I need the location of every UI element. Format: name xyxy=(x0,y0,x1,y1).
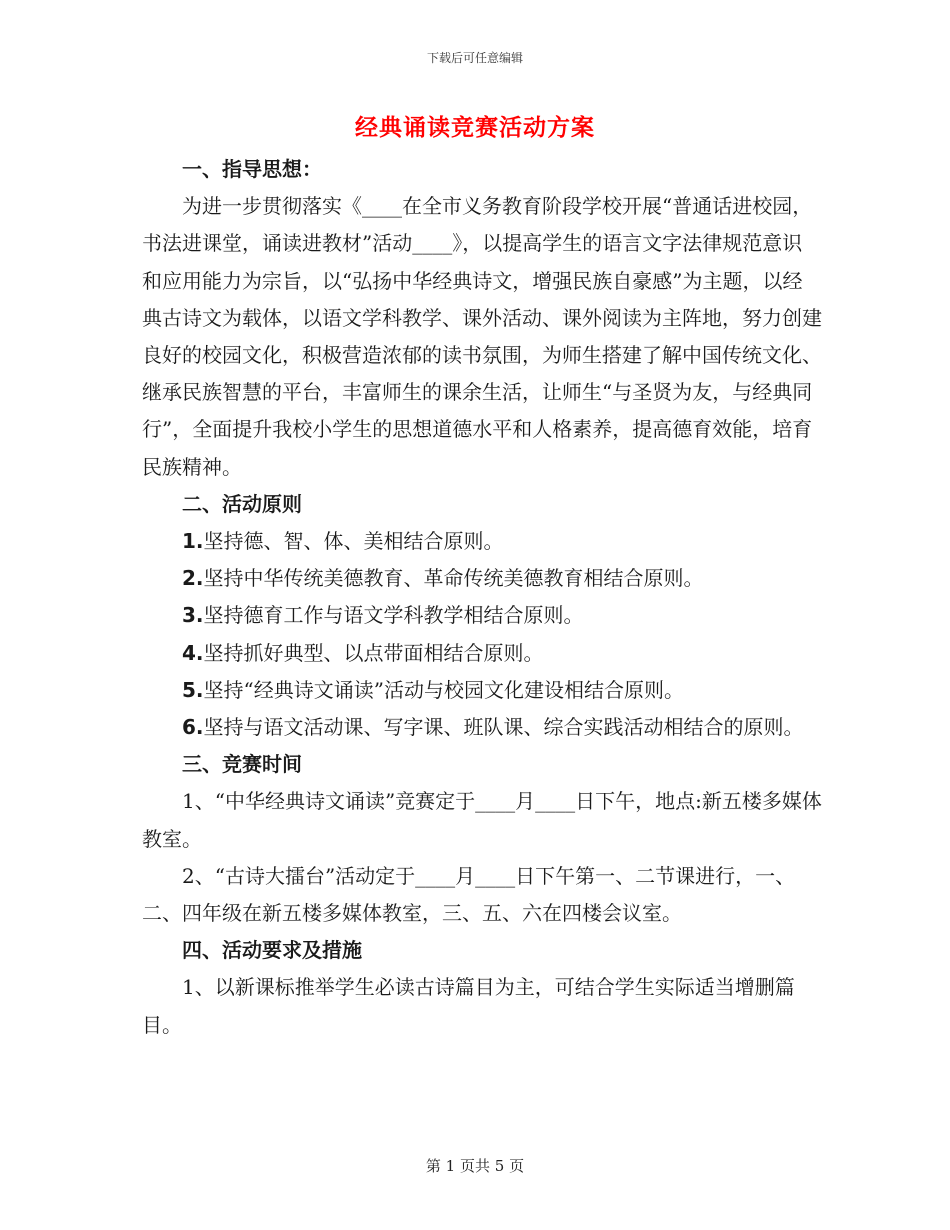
principle-text: 坚持与语文活动课、写字课、班队课、综合实践活动相结合的原则。 xyxy=(203,715,804,740)
requirement-item: 1、以新课标推举学生必读古诗篇目为主，可结合学生实际适当增删篇目。 xyxy=(142,975,795,1037)
paragraph-guiding-ideology: 为进一步贯彻落实《____在全市义务教育阶段学校开展“普通话进校园，书法进课堂，诵读进教材”活动____》，以提高学生的语言文字法律规范意识和应用能力为宗旨，以“弘扬中华经典诗文，增强民族自豪感”为主题，以经典古诗文为载体，以语文学科教学、课外活动、课外阅读为主阵地，努力创建良好的校园文化，积极营造浓郁的读书氛围，为师生搭建了解中国传统文化、继承民族智慧的平台，丰富师生的课余生活，让师生“与圣贤为友，与经典同行”，全面提升我校小学生的思想道德水平和人格素养，提高德育效能，培育民族精神。 xyxy=(142,194,822,479)
page-number: 第 1 页共 5 页 xyxy=(425,1157,525,1175)
principle-number: 5. xyxy=(182,677,204,702)
principle-text: 坚持抓好典型、以点带面相结合原则。 xyxy=(203,640,544,665)
schedule-item: 2、“古诗大擂台”活动定于____月____日下午第一、二节课进行，一、二、四年级在新五楼多媒体教室，三、五、六在四楼会议室。 xyxy=(142,863,796,926)
section-heading-competition-time: 三、竞赛时间 xyxy=(182,752,302,777)
section-heading-principles: 二、活动原则 xyxy=(182,491,302,516)
principle-text: 坚持中华传统美德教育、革命传统美德教育相结合原则。 xyxy=(203,566,704,591)
principle-number: 2. xyxy=(182,566,204,591)
principle-item xyxy=(142,560,822,597)
document-body xyxy=(142,151,822,1044)
page-header: 下载后可任意编辑 xyxy=(426,51,523,65)
principle-number: 6. xyxy=(182,715,204,740)
principle-item xyxy=(142,672,822,709)
principle-item xyxy=(142,523,822,560)
principle-item xyxy=(142,597,822,634)
document-title: 经典诵读竞赛活动方案 xyxy=(355,114,595,141)
section-heading-requirements: 四、活动要求及措施 xyxy=(182,938,362,963)
section-heading-guiding-ideology: 一、指导思想： xyxy=(182,157,322,181)
principle-text: 坚持“经典诗文诵读”活动与校园文化建设相结合原则。 xyxy=(203,677,684,702)
principle-number: 4. xyxy=(182,640,204,665)
schedule-item: 1、“中华经典诗文诵读”竞赛定于____月____日下午，地点:新五楼多媒体教室。 xyxy=(142,789,822,851)
principle-text: 坚持德育工作与语文学科教学相结合原则。 xyxy=(203,603,584,628)
principle-number: 3. xyxy=(182,603,204,628)
principle-item xyxy=(142,709,822,746)
principle-item xyxy=(142,635,822,672)
principle-text: 坚持德、智、体、美相结合原则。 xyxy=(203,529,504,554)
principle-number: 1. xyxy=(182,529,204,554)
